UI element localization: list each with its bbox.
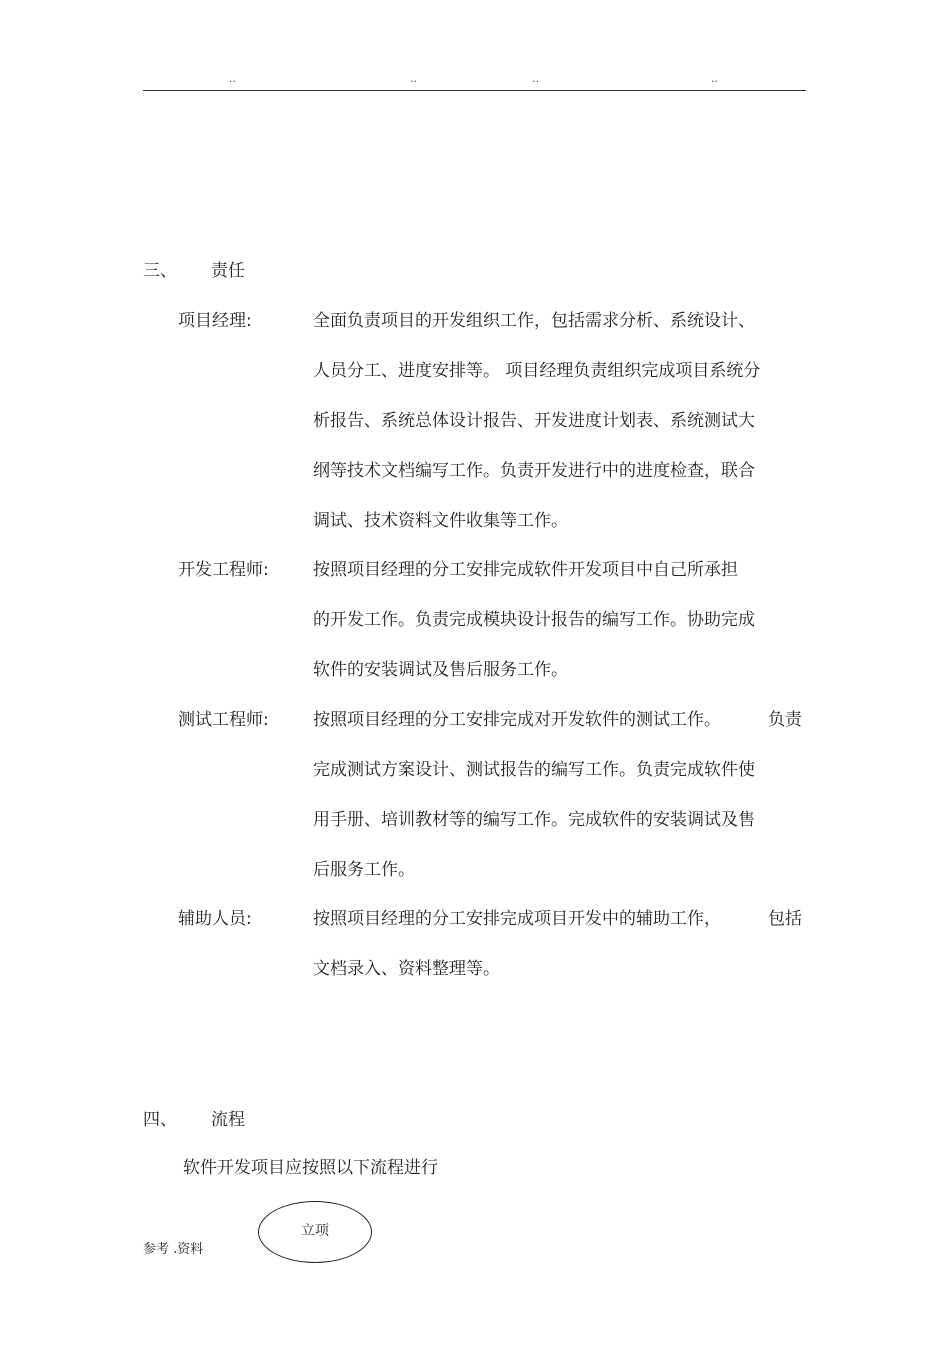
role-description-line: 包括	[768, 909, 802, 929]
role-description-line: 软件的安装调试及售后服务工作。	[313, 660, 568, 680]
role-description-line: 后服务工作。	[313, 860, 415, 880]
role-description-line: 调试、技术资料文件收集等工作。	[313, 511, 568, 531]
header-dots: ..	[711, 72, 718, 85]
header-dots: ..	[229, 72, 236, 85]
role-description-line: 文档录入、资料整理等。	[313, 959, 500, 979]
role-description-line: 的开发工作。负责完成模块设计报告的编写工作。协助完成	[313, 610, 755, 630]
role-description-line: 人员分工、进度安排等。 项目经理负责组织完成项目系统分	[313, 361, 761, 381]
role-label: 开发工程师:	[178, 560, 269, 580]
role-description-line: 按照项目经理的分工安排完成项目开发中的辅助工作，	[313, 909, 721, 929]
role-description-line: 析报告、系统总体设计报告、开发进度计划表、系统测试大	[313, 411, 755, 431]
role-label: 测试工程师:	[178, 710, 269, 730]
flowchart-start-node	[258, 1201, 372, 1263]
footer-text: 参考 .资料	[143, 1242, 204, 1257]
section-number: 三、	[143, 261, 177, 281]
section-title: 流程	[211, 1110, 245, 1130]
header-dots: ..	[532, 72, 539, 85]
role-description-line: 按照项目经理的分工安排完成软件开发项目中自己所承担	[313, 560, 738, 580]
flowchart-node-label: 立项	[301, 1223, 329, 1239]
header-rule	[143, 90, 806, 91]
role-description-line: 负责	[768, 710, 802, 730]
role-label: 项目经理:	[178, 311, 252, 331]
role-description-line: 纲等技术文档编写工作。负责开发进行中的进度检查，联合	[313, 461, 755, 481]
role-description-line: 全面负责项目的开发组织工作，包括需求分析、系统设计、	[313, 311, 755, 331]
role-description-line: 用手册、培训教材等的编写工作。完成软件的安装调试及售	[313, 810, 755, 830]
section-number: 四、	[143, 1110, 177, 1130]
role-description-line: 按照项目经理的分工安排完成对开发软件的测试工作。	[313, 710, 721, 730]
role-label: 辅助人员:	[178, 909, 252, 929]
flow-intro-text: 软件开发项目应按照以下流程进行	[183, 1158, 438, 1178]
header-dots: ..	[410, 72, 417, 85]
section-title: 责任	[211, 261, 245, 281]
role-description-line: 完成测试方案设计、测试报告的编写工作。负责完成软件使	[313, 760, 755, 780]
